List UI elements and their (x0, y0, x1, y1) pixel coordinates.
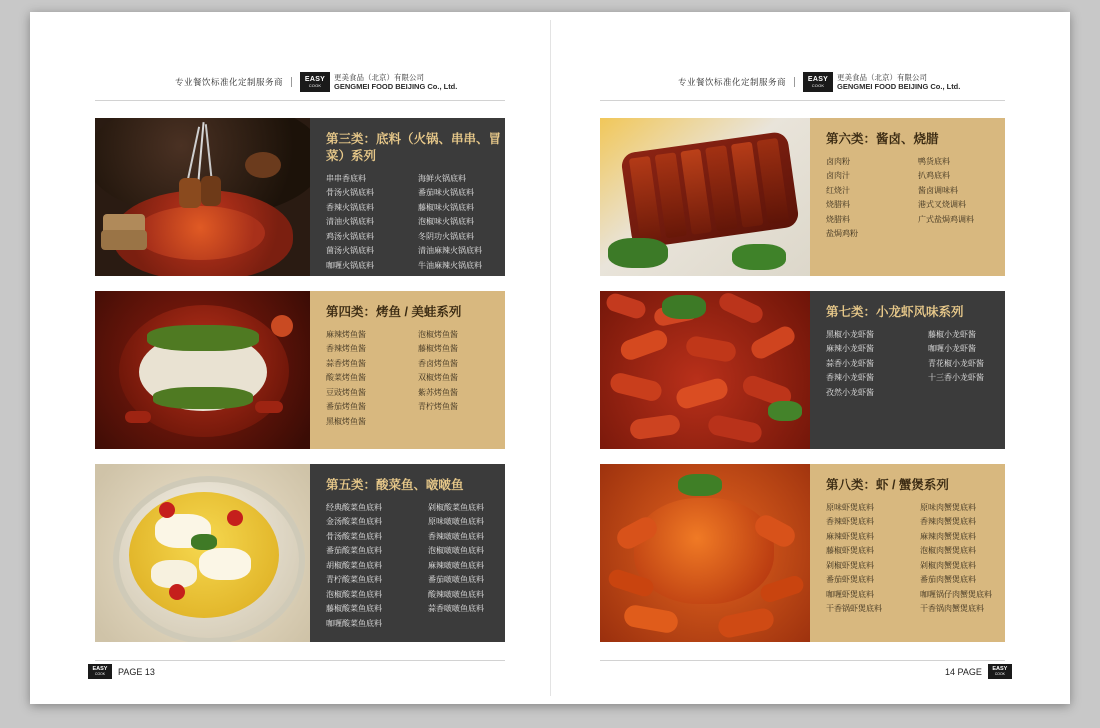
list-col2-cat5 (428, 503, 484, 629)
list-col1-cat4 (326, 330, 408, 427)
company-cn-left: 更美食品（北京）有限公司 (334, 72, 425, 82)
list-item: 胡椒酸菜鱼底料 (326, 560, 382, 570)
photo-grilled-fish (95, 291, 310, 449)
list-col1-cat7 (826, 330, 918, 398)
card-cat7[interactable] (600, 291, 1005, 449)
footer-left (88, 664, 155, 679)
list-item: 番茄虾煲底料 (826, 575, 874, 585)
photo-sour-fish-soup (95, 464, 310, 642)
card-cat5[interactable] (95, 464, 505, 642)
list-item: 红烧汁 (826, 185, 850, 195)
list-item: 泡椒酸菜鱼底料 (326, 589, 382, 599)
company-en-right: GENGMEI FOOD BEIJING Co., Ltd. (837, 82, 961, 91)
list-item: 冬阴功火锅底料 (418, 231, 474, 241)
card-title-cat5: 第五类：酸菜鱼、啵啵鱼 (326, 478, 464, 492)
photo-crayfish (600, 291, 810, 449)
list-item: 菌汤火锅底料 (326, 246, 374, 256)
footer-rule-left (95, 660, 505, 661)
page-gutter (550, 20, 551, 696)
list-col1-cat8 (826, 503, 910, 615)
company-cn-right: 更美食品（北京）有限公司 (837, 72, 928, 82)
list-item: 麻辣小龙虾酱 (826, 344, 874, 354)
list-item: 剁椒虾煲底料 (826, 560, 874, 570)
list-item: 海鲜火锅底料 (418, 173, 466, 183)
list-item: 鸭货底料 (918, 156, 950, 166)
header-tagline-left: 专业餐饮标准化定制服务商 (175, 77, 292, 87)
card-cat3[interactable] (95, 118, 505, 276)
list-item: 酸辣啵啵鱼底料 (428, 589, 484, 599)
easycook-logo-icon: EASY COOK (88, 664, 112, 679)
list-item: 香辣啵啵鱼底料 (428, 531, 484, 541)
card-cat8[interactable] (600, 464, 1005, 642)
list-item: 牛油麻辣火锅底料 (418, 260, 482, 270)
list-item: 香辣虾煲底料 (826, 517, 874, 527)
list-item: 麻辣肉蟹煲底料 (920, 531, 976, 541)
list-item: 广式盐焗鸡调料 (918, 214, 974, 224)
header-rule-right (600, 100, 1005, 101)
card-cat4[interactable] (95, 291, 505, 449)
list-col1-cat6 (826, 157, 908, 240)
panel-cat8 (810, 464, 1005, 642)
footer-rule-right (600, 660, 1005, 661)
photo-hotpot-skewers (95, 118, 310, 276)
list-item: 串串香底料 (326, 173, 366, 183)
list-item: 双椒烤鱼酱 (418, 373, 458, 383)
card-title-cat8: 第八类：虾 / 蟹煲系列 (826, 478, 949, 492)
list-item: 麻辣烤鱼酱 (326, 329, 366, 339)
list-item: 香辣肉蟹煲底料 (920, 517, 976, 527)
list-item: 蒜香小龙虾酱 (826, 358, 874, 368)
list-item: 黑椒烤鱼酱 (326, 416, 366, 426)
list-item: 紫苏烤鱼酱 (418, 387, 458, 397)
list-item: 青柠烤鱼酱 (418, 402, 458, 412)
list-item: 香卤烤鱼酱 (418, 358, 458, 368)
easycook-logo-icon: EASY COOK (300, 72, 330, 92)
list-item: 卤肉粉 (826, 156, 850, 166)
logo-right (803, 72, 960, 92)
list-item: 藤椒小龙虾酱 (928, 329, 976, 339)
list-item: 骨汤火锅底料 (326, 188, 374, 198)
list-item: 麻辣虾煲底料 (826, 531, 874, 541)
list-item: 烧腊料 (826, 200, 850, 210)
list-item: 干香锅虾煲底料 (826, 604, 882, 614)
list-item: 十三香小龙虾酱 (928, 373, 984, 383)
list-item: 扒鸡底料 (918, 171, 950, 181)
list-col2-cat7 (928, 330, 984, 398)
list-item: 孜然小龙虾酱 (826, 387, 874, 397)
list-item: 咖喱虾煲底料 (826, 589, 874, 599)
header-tagline-right: 专业餐饮标准化定制服务商 (678, 77, 795, 87)
list-item: 泡椒肉蟹煲底料 (920, 546, 976, 556)
list-item: 泡椒味火锅底料 (418, 217, 474, 227)
list-item: 藤椒味火锅底料 (418, 202, 474, 212)
card-title-cat4: 第四类：烤鱼 / 美蛙系列 (326, 305, 462, 319)
easycook-logo-icon: EASY COOK (803, 72, 833, 92)
panel-cat5 (310, 464, 505, 642)
list-item: 鸡汤火锅底料 (326, 231, 374, 241)
easycook-logo-icon: EASY COOK (988, 664, 1012, 679)
footer-right (945, 664, 1012, 679)
list-item: 剁椒酸菜鱼底料 (428, 502, 484, 512)
card-title-cat7: 第七类：小龙虾风味系列 (826, 305, 964, 319)
list-col2-cat6 (918, 157, 974, 240)
list-item: 酱卤调味料 (918, 185, 958, 195)
list-col2-cat3 (418, 174, 482, 271)
panel-cat7 (810, 291, 1005, 449)
list-col1-cat3 (326, 174, 408, 271)
list-item: 蒜香烤鱼酱 (326, 358, 366, 368)
list-item: 清油麻辣火锅底料 (418, 246, 482, 256)
list-col2-cat8 (920, 503, 992, 615)
list-item: 盐焗鸡粉 (826, 229, 858, 239)
panel-cat3 (310, 118, 505, 276)
list-item: 骨汤酸菜鱼底料 (326, 531, 382, 541)
list-item: 番茄烤鱼酱 (326, 402, 366, 412)
list-item: 番茄肉蟹煲底料 (920, 575, 976, 585)
list-item: 原味肉蟹煲底料 (920, 502, 976, 512)
list-item: 番茄酸菜鱼底料 (326, 546, 382, 556)
page-number-left: PAGE 13 (118, 666, 155, 677)
list-item: 港式叉烧调料 (918, 200, 966, 210)
header-rule-left (95, 100, 505, 101)
panel-cat4 (310, 291, 505, 449)
list-item: 原味啵啵鱼底料 (428, 517, 484, 527)
list-item: 黑椒小龙虾酱 (826, 329, 874, 339)
list-item: 咖喱锅仔肉蟹煲底料 (920, 589, 992, 599)
list-item: 泡椒烤鱼酱 (418, 329, 458, 339)
list-item: 酸菜烤鱼酱 (326, 373, 366, 383)
list-item: 香辣火锅底料 (326, 202, 374, 212)
list-item: 烧腊料 (826, 214, 850, 224)
list-item: 清油火锅底料 (326, 217, 374, 227)
list-item: 番茄啵啵鱼底料 (428, 575, 484, 585)
logo-left (300, 72, 457, 92)
list-item: 番茄味火锅底料 (418, 188, 474, 198)
list-item: 咖喱酸菜鱼底料 (326, 618, 382, 628)
list-item: 藤椒虾煲底料 (826, 546, 874, 556)
card-title-cat3: 第三类：底料（火锅、串串、冒菜）系列 (326, 132, 502, 163)
photo-braised-pork (600, 118, 810, 276)
list-item: 青柠酸菜鱼底料 (326, 575, 382, 585)
photo-crab-pot (600, 464, 810, 642)
list-item: 蒜香啵啵鱼底料 (428, 604, 484, 614)
list-item: 豆豉烤鱼酱 (326, 387, 366, 397)
list-item: 原味虾煲底料 (826, 502, 874, 512)
list-item: 青花椒小龙虾酱 (928, 358, 984, 368)
list-item: 麻辣啵啵鱼底料 (428, 560, 484, 570)
list-item: 泡椒啵啵鱼底料 (428, 546, 484, 556)
list-col1-cat5 (326, 503, 418, 629)
list-item: 卤肉汁 (826, 171, 850, 181)
list-item: 香辣小龙虾酱 (826, 373, 874, 383)
card-title-cat6: 第六类：酱卤、烧腊 (826, 132, 939, 146)
header-right (678, 72, 960, 92)
panel-cat6 (810, 118, 1005, 276)
list-item: 咖喱火锅底料 (326, 260, 374, 270)
list-item: 干香锅肉蟹煲底料 (920, 604, 984, 614)
page-number-right: 14 PAGE (945, 666, 982, 677)
list-item: 香辣烤鱼酱 (326, 344, 366, 354)
list-item: 咖喱小龙虾酱 (928, 344, 976, 354)
card-cat6[interactable] (600, 118, 1005, 276)
list-item: 金汤酸菜鱼底料 (326, 517, 382, 527)
list-item: 藤椒酸菜鱼底料 (326, 604, 382, 614)
header-left (175, 72, 457, 92)
list-item: 经典酸菜鱼底料 (326, 502, 382, 512)
list-col2-cat4 (418, 330, 458, 427)
list-item: 藤椒烤鱼酱 (418, 344, 458, 354)
company-en-left: GENGMEI FOOD BEIJING Co., Ltd. (334, 82, 458, 91)
list-item: 剁椒肉蟹煲底料 (920, 560, 976, 570)
